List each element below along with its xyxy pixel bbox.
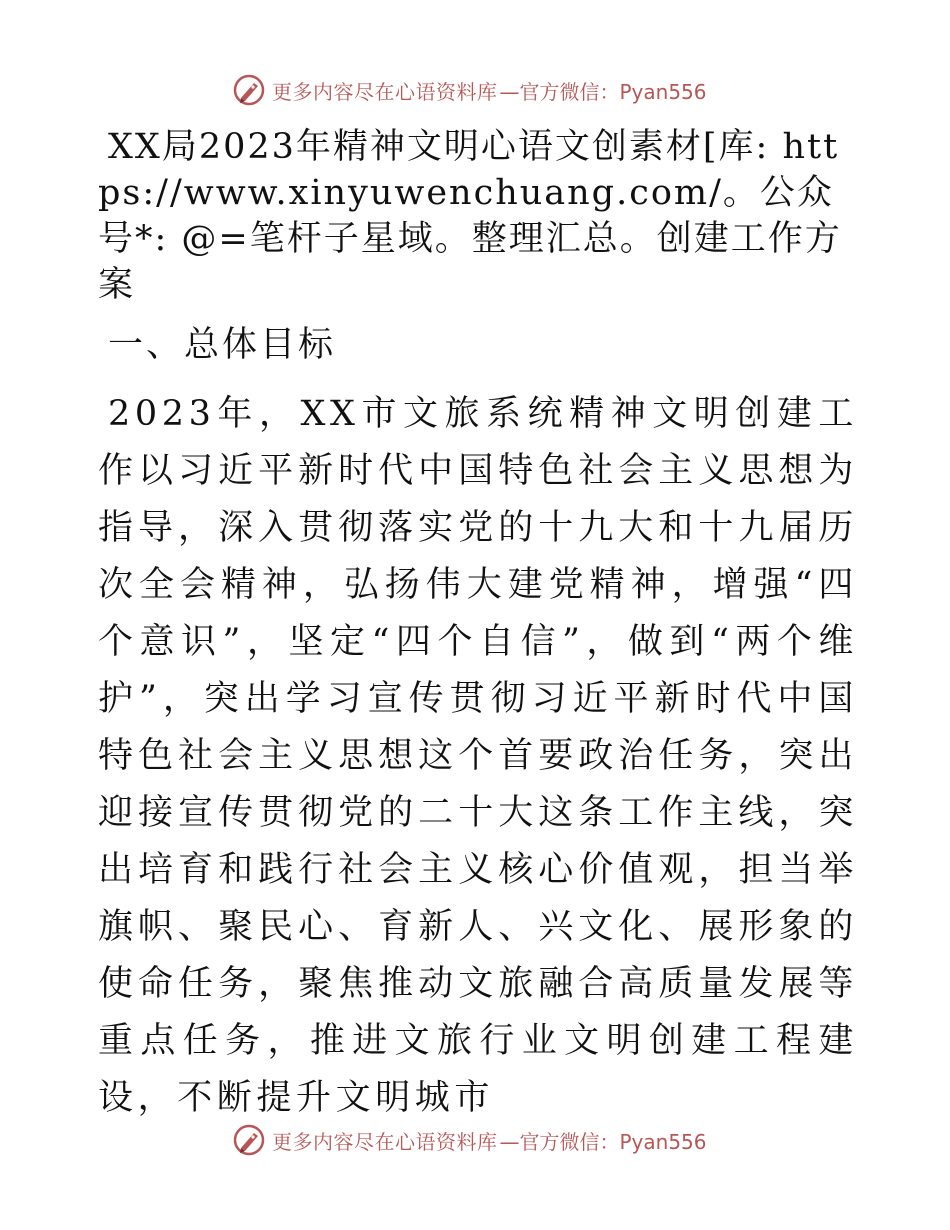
- body-paragraph: 2023年，XX市文旅系统精神文明创建工作以习近平新时代中国特色社会主义思想为指导，深入贯彻落实党的十九大和十九届历次全会精神，弘扬伟大建党精神，增强“四个意识”，坚定“四个自信”，做到“两个维护”，突出学习宣传贯彻习近平新时代中国特色社会主义思想这个首要政治任务，突出迎接宣传贯彻党的二十大这条工作主线，突出培育和践行社会主义核心价值观，担当举旗帜、聚民心、育新人、兴文化、展形象的使命任务，聚焦推动文旅融合高质量发展等重点任务，推进文旅行业文明创建工程建设，不断提升文明城市: [98, 394, 858, 1118]
- footer-banner: [232, 1120, 792, 1160]
- banner-text: 更多内容尽在心语资料库: [272, 1129, 498, 1154]
- header-banner: [232, 70, 792, 110]
- banner-text: 更多内容尽在心语资料库: [272, 79, 498, 104]
- banner-wechat: —官方微信：Pyan556: [499, 79, 707, 104]
- pen-logo-icon: [232, 73, 266, 107]
- pen-logo-icon: [232, 1123, 266, 1157]
- document-title: XX局2023年精神文明心语文创素材[库: https://www.xinyuwenchuang.com/。公众号*: @=笔杆子星域。整理汇总。创建工作方案: [98, 127, 842, 305]
- banner-wechat: —官方微信：Pyan556: [499, 1129, 707, 1154]
- document-body: [98, 124, 858, 1127]
- section-heading: 一、总体目标: [108, 325, 337, 365]
